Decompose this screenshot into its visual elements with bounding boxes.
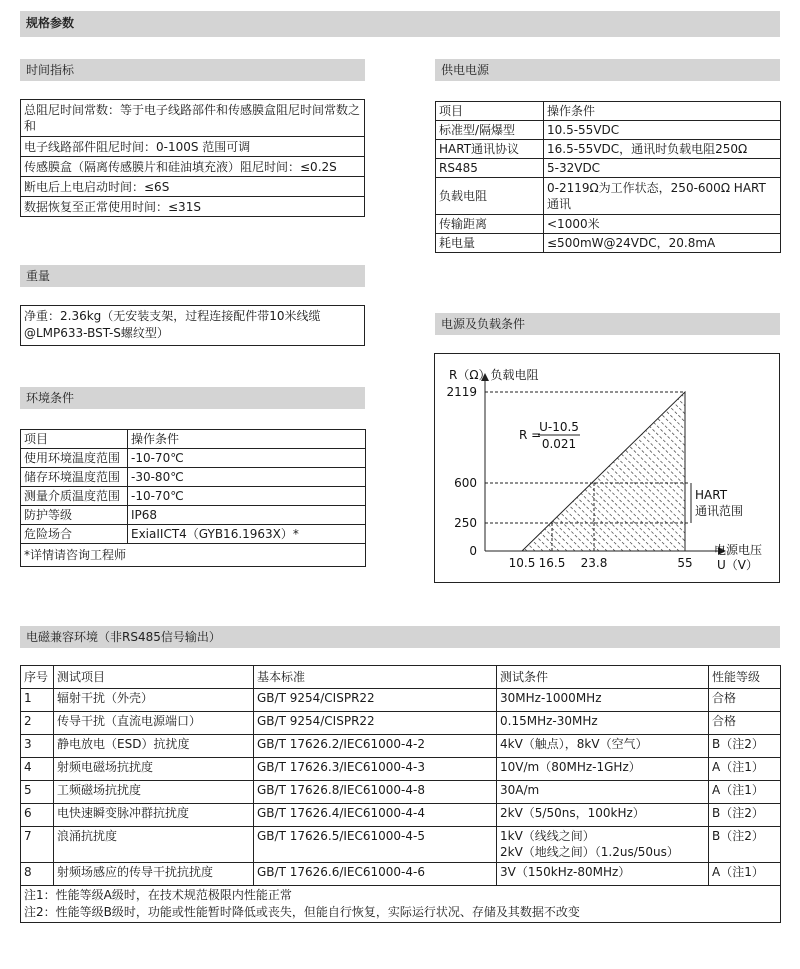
hatch-line — [490, 387, 660, 556]
hatch-line — [754, 387, 779, 556]
table-cell: GB/T 17626.5/IEC61000-4-5 — [254, 827, 497, 863]
column-header: 性能等级 — [709, 666, 781, 689]
table-cell: 8 — [21, 863, 54, 886]
table-cell: A（注1） — [709, 781, 781, 804]
y-tick-2119: 2119 — [446, 385, 477, 399]
table-row — [21, 449, 366, 468]
env-note: *详情请咨询工程师 — [21, 544, 366, 567]
table-row — [436, 102, 781, 121]
table-cell: 使用环境温度范围 — [21, 449, 128, 468]
table-cell: B（注2） — [709, 827, 781, 863]
formula-denominator: 0.021 — [541, 437, 577, 451]
section-header-weight: 重量 — [20, 265, 365, 287]
table-cell: 浪涌抗扰度 — [54, 827, 254, 863]
table-cell: 30MHz-1000MHz — [497, 689, 709, 712]
table-cell: 5-32VDC — [544, 159, 781, 178]
hatch-line — [506, 387, 676, 556]
hatch-line — [642, 387, 779, 556]
hatch-line — [562, 387, 732, 556]
table-cell: 射频电磁场抗扰度 — [54, 758, 254, 781]
table-cell: 合格 — [709, 712, 781, 735]
power-table — [435, 101, 781, 253]
hatch-line — [738, 387, 779, 556]
table-cell: HART通讯协议 — [436, 140, 544, 159]
section-header-powerload: 电源及负载条件 — [435, 313, 780, 335]
hatch-line — [435, 387, 604, 556]
table-cell: 传感膜盒（隔离传感膜片和硅油填充液）阻尼时间：≤0.2S — [21, 157, 365, 177]
hatch-line — [730, 387, 779, 556]
hatch-line — [435, 387, 596, 556]
emc-notes — [21, 886, 781, 923]
table-row — [21, 689, 781, 712]
table-cell: 0-2119Ω为工作状态，250-600Ω HART通讯 — [544, 178, 781, 215]
table-row — [21, 468, 366, 487]
section-header-env: 环境条件 — [20, 387, 365, 409]
hatch-line — [658, 387, 779, 556]
hatch-line — [435, 387, 556, 556]
table-cell: 项目 — [21, 430, 128, 449]
table-row — [21, 886, 781, 923]
table-cell: 断电后上电启动时间：≤6S — [21, 177, 365, 197]
table-row — [436, 121, 781, 140]
hatch-line — [770, 387, 779, 556]
table-cell: 防护等级 — [21, 506, 128, 525]
hatch-line — [435, 387, 540, 556]
table-row — [21, 506, 366, 525]
table-cell: 静电放电（ESD）抗扰度 — [54, 735, 254, 758]
hatch-line — [522, 387, 692, 556]
section-header-specs: 规格参数 — [20, 11, 780, 37]
hatch-line — [746, 387, 779, 556]
table-cell: 射频场感应的传导干扰抗扰度 — [54, 863, 254, 886]
table-row — [436, 215, 781, 234]
table-cell: 储存环境温度范围 — [21, 468, 128, 487]
load-chart-frame — [434, 353, 780, 583]
table-cell: 电子线路部件阻尼时间：0-100S 范围可调 — [21, 137, 365, 157]
hatch-line — [554, 387, 724, 556]
hatch-line — [586, 387, 756, 556]
hatch-line — [442, 387, 612, 556]
table-row — [21, 712, 781, 735]
hatch-line — [546, 387, 716, 556]
table-cell: 电快速瞬变脉冲群抗扰度 — [54, 804, 254, 827]
table-cell: 负载电阻 — [436, 178, 544, 215]
hatch-line — [435, 387, 508, 556]
table-cell: 传输距离 — [436, 215, 544, 234]
column-header: 基本标准 — [254, 666, 497, 689]
table-cell: 6 — [21, 804, 54, 827]
hatch-line — [474, 387, 644, 556]
table-cell: B（注2） — [709, 735, 781, 758]
table-cell: 10.5-55VDC — [544, 121, 781, 140]
hatch-line — [435, 387, 524, 556]
table-cell: 总阻尼时间常数：等于电子线路部件和传感膜盒阻尼时间常数之和 — [21, 100, 365, 137]
table-row — [21, 525, 366, 544]
table-cell: 传导干扰（直流电源端口） — [54, 712, 254, 735]
table-cell: 2 — [21, 712, 54, 735]
table-cell: -30-80℃ — [128, 468, 366, 487]
load-chart — [435, 354, 779, 582]
hatch-line — [682, 387, 779, 556]
table-row — [21, 544, 366, 567]
table-cell: 危险场合 — [21, 525, 128, 544]
hatch-line — [435, 387, 564, 556]
y-tick-0: 0 — [469, 544, 477, 558]
hatch-line — [698, 387, 779, 556]
table-cell: 5 — [21, 781, 54, 804]
table-cell: GB/T 17626.2/IEC61000-4-2 — [254, 735, 497, 758]
hatch-line — [482, 387, 652, 556]
table-cell: 合格 — [709, 689, 781, 712]
hart-label: HART — [695, 488, 728, 502]
table-row — [21, 804, 781, 827]
hatch-line — [538, 387, 708, 556]
y-tick-250: 250 — [454, 516, 477, 530]
hatch-line — [514, 387, 684, 556]
load-area-outline — [522, 392, 685, 551]
table-cell: GB/T 17626.6/IEC61000-4-6 — [254, 863, 497, 886]
section-header-emc: 电磁兼容环境（非RS485信号输出） — [20, 626, 780, 648]
table-row — [21, 827, 781, 863]
column-header: 序号 — [21, 666, 54, 689]
table-cell: 工频磁场抗扰度 — [54, 781, 254, 804]
table-cell: 4kV（触点），8kV（空气） — [497, 735, 709, 758]
hatch-line — [602, 387, 772, 556]
y-axis-label: R（Ω）负载电阻 — [449, 368, 539, 382]
table-row — [21, 157, 365, 177]
table-row — [21, 137, 365, 157]
hatch-line — [435, 387, 580, 556]
hatch-line — [435, 387, 548, 556]
weight-text: 净重：2.36kg（无安装支架，过程连接配件带10米线缆@LMP633-BST-S螺纹型） — [24, 309, 321, 340]
table-cell: 16.5-55VDC，通讯时负载电阻250Ω — [544, 140, 781, 159]
section-header-power: 供电电源 — [435, 59, 780, 81]
table-cell: 1kV（线线之间） 2kV（地线之间）（1.2us/50us） — [497, 827, 709, 863]
table-cell: IP68 — [128, 506, 366, 525]
x-tick-23-8: 23.8 — [580, 556, 608, 570]
hatch-line — [778, 387, 779, 556]
hatch-line — [570, 387, 740, 556]
hatch-line — [498, 387, 668, 556]
weight-box — [20, 305, 365, 346]
hatch-line — [530, 387, 700, 556]
table-row — [436, 159, 781, 178]
table-cell: B（注2） — [709, 804, 781, 827]
table-cell: 4 — [21, 758, 54, 781]
table-row — [21, 758, 781, 781]
table-row — [436, 140, 781, 159]
hatch-line — [626, 387, 779, 556]
hatch-line — [435, 387, 516, 556]
hatch-line — [706, 387, 779, 556]
hatch-line — [714, 387, 779, 556]
hatch-line — [650, 387, 779, 556]
table-cell: GB/T 17626.4/IEC61000-4-4 — [254, 804, 497, 827]
table-row — [21, 430, 366, 449]
table-cell: 3 — [21, 735, 54, 758]
emc-note-1: 注1：性能等级A级时，在技术规范极限内性能正常 — [24, 888, 292, 902]
table-row — [21, 735, 781, 758]
table-cell: 数据恢复至正常使用时间：≤31S — [21, 197, 365, 217]
table-cell: GB/T 17626.8/IEC61000-4-8 — [254, 781, 497, 804]
hatch-line — [690, 387, 779, 556]
table-cell: 0.15MHz-30MHz — [497, 712, 709, 735]
column-header: 测试条件 — [497, 666, 709, 689]
hatch-line — [466, 387, 636, 556]
x-axis-label: 电源电压 — [714, 543, 763, 557]
table-row — [21, 487, 366, 506]
formula-lhs: R = — [519, 428, 542, 442]
hatch-line — [435, 387, 588, 556]
table-cell: 项目 — [436, 102, 544, 121]
table-row — [21, 781, 781, 804]
table-row — [21, 197, 365, 217]
table-cell: 耗电量 — [436, 234, 544, 253]
hatch-line — [435, 387, 532, 556]
x-tick-55: 55 — [677, 556, 693, 570]
hatch-line — [594, 387, 764, 556]
table-cell: 10V/m（80MHz-1GHz） — [497, 758, 709, 781]
table-row — [21, 177, 365, 197]
table-cell: 1 — [21, 689, 54, 712]
table-cell: 测量介质温度范围 — [21, 487, 128, 506]
table-cell: A（注1） — [709, 863, 781, 886]
hatch-line — [722, 387, 779, 556]
time-table — [20, 99, 365, 217]
formula-numerator: U-10.5 — [539, 420, 579, 434]
hatch-line — [674, 387, 779, 556]
hart-range-label: 通讯范围 — [695, 504, 744, 518]
table-cell: RS485 — [436, 159, 544, 178]
emc-table — [20, 665, 781, 923]
hatch-line — [435, 387, 572, 556]
hatch-area — [435, 387, 779, 556]
table-cell: ≤500mW@24VDC，20.8mA — [544, 234, 781, 253]
table-cell: 操作条件 — [128, 430, 366, 449]
hatch-line — [634, 387, 779, 556]
table-cell: 标准型/隔爆型 — [436, 121, 544, 140]
table-cell: 7 — [21, 827, 54, 863]
hatch-line — [435, 387, 492, 556]
x-tick-10-5: 10.5 — [508, 556, 536, 570]
x-axis-unit: U（V） — [717, 558, 758, 572]
table-cell: -10-70℃ — [128, 487, 366, 506]
hatch-line — [618, 387, 779, 556]
table-row — [21, 100, 365, 137]
table-cell: GB/T 9254/CISPR22 — [254, 689, 497, 712]
hatch-line — [610, 387, 779, 556]
hatch-line — [762, 387, 779, 556]
x-tick-16-5: 16.5 — [538, 556, 566, 570]
table-cell: GB/T 9254/CISPR22 — [254, 712, 497, 735]
table-cell: 3V（150kHz-80MHz） — [497, 863, 709, 886]
column-header: 测试项目 — [54, 666, 254, 689]
table-cell: A（注1） — [709, 758, 781, 781]
table-row — [21, 863, 781, 886]
emc-note-2: 注2：性能等级B级时，功能或性能暂时降低或丧失，但能自行恢复，实际运行状况、存储及其数据不改变 — [24, 905, 580, 919]
table-cell: ExiaIICT4（GYB16.1963X）* — [128, 525, 366, 544]
table-row — [436, 178, 781, 215]
table-cell: <1000米 — [544, 215, 781, 234]
table-cell: 2kV（5/50ns，100kHz） — [497, 804, 709, 827]
hatch-line — [435, 387, 500, 556]
table-row — [436, 234, 781, 253]
table-cell: -10-70℃ — [128, 449, 366, 468]
table-header-row — [21, 666, 781, 689]
table-cell: 30A/m — [497, 781, 709, 804]
section-header-time: 时间指标 — [20, 59, 365, 81]
table-cell: 辐射干扰（外壳） — [54, 689, 254, 712]
table-cell: 操作条件 — [544, 102, 781, 121]
env-table — [20, 429, 366, 567]
table-cell: GB/T 17626.3/IEC61000-4-3 — [254, 758, 497, 781]
y-tick-600: 600 — [454, 476, 477, 490]
